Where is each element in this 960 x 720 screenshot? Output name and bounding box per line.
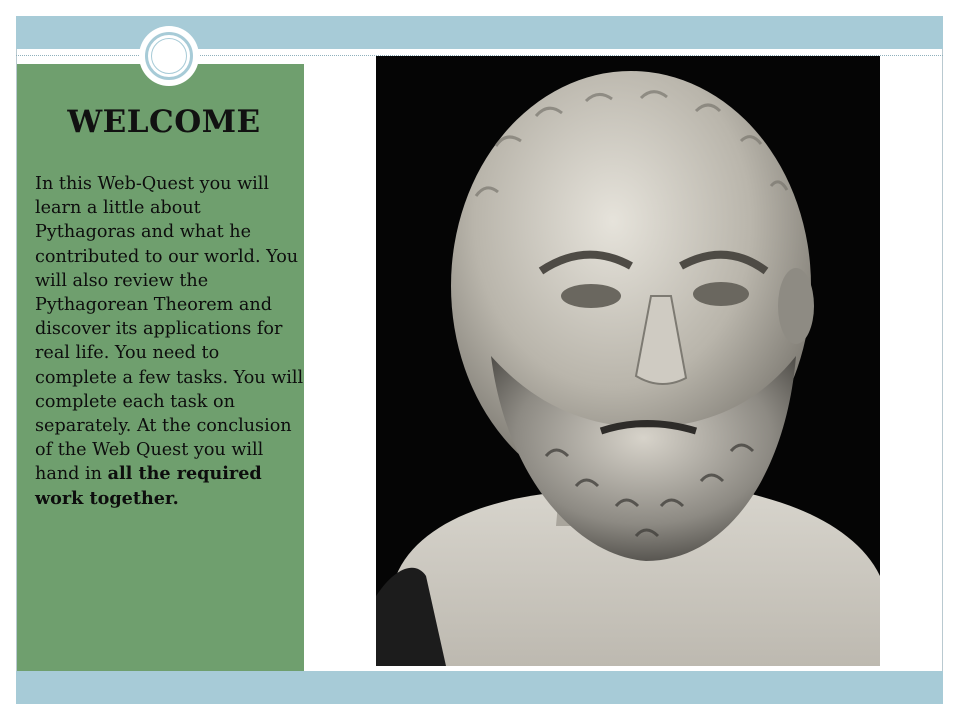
pythagoras-bust-photo <box>376 56 880 666</box>
bottom-decorative-band <box>16 671 943 704</box>
slide-title: WELCOME <box>67 104 261 140</box>
welcome-paragraph-bold: all the required work together. <box>35 463 262 509</box>
welcome-paragraph <box>35 172 305 511</box>
welcome-paragraph-regular: In this Web-Quest you will learn a little about Pythagoras and what he contributed to our world. You will also review the Pythagorean Theorem and discover its applications for real life. You need to complete a few tasks. You will complete each task on separately. At the conclusion of the Web Quest you will hand in <box>35 174 304 485</box>
circle-ornament-inner-ring <box>151 38 187 74</box>
